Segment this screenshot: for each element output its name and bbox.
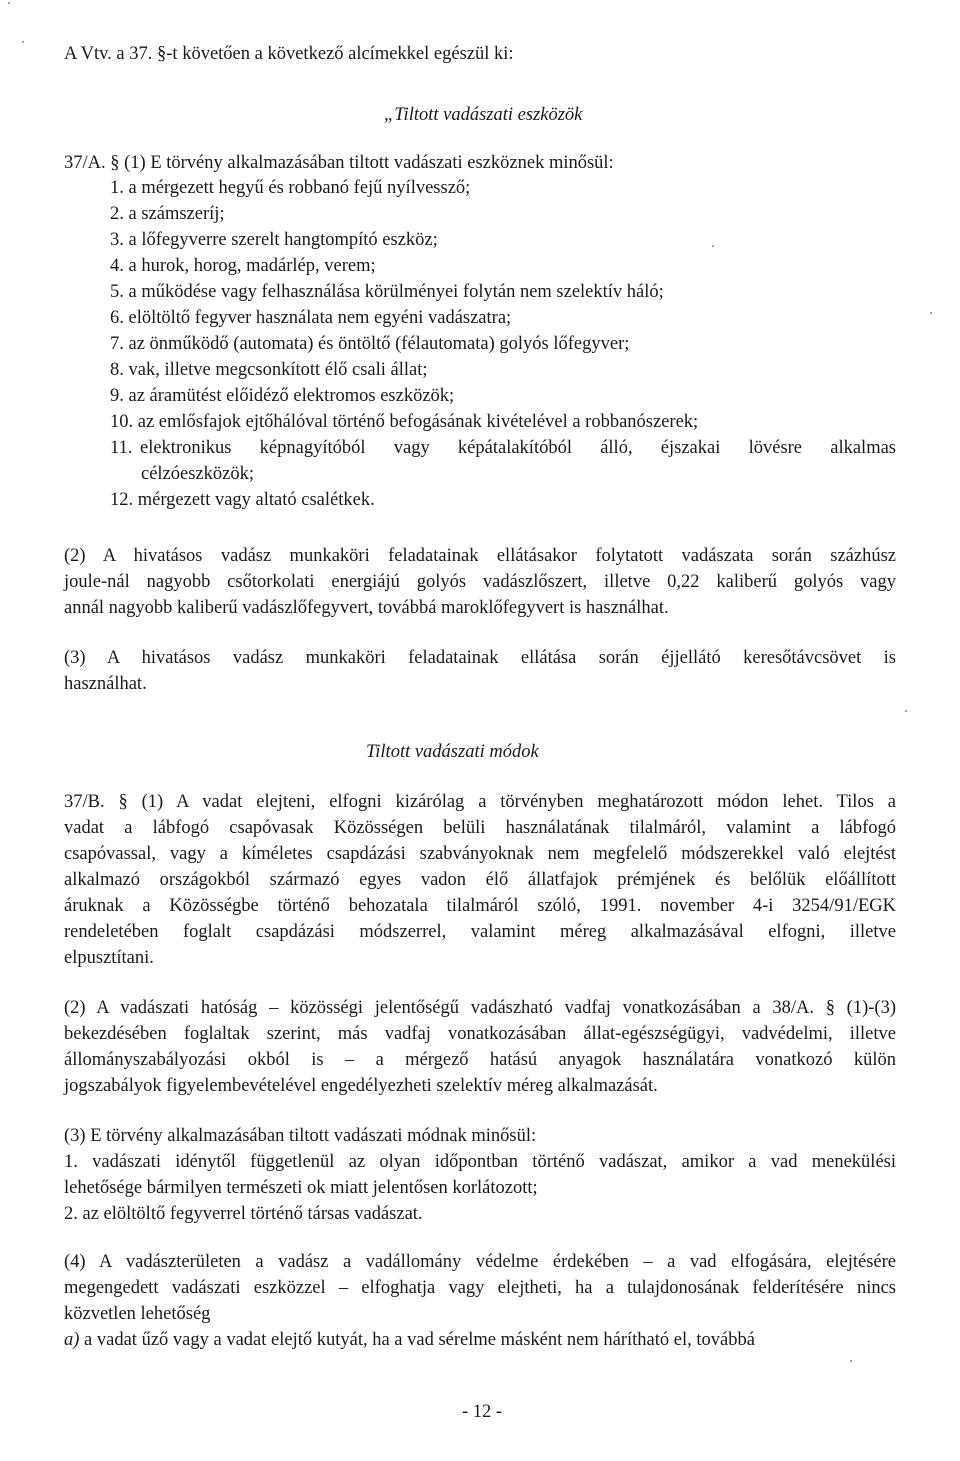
section-37b3-line: lehetősége bármilyen természeti ok miatt jelentősen korlátozott; (64, 1178, 538, 1198)
list-number: 2. (110, 204, 124, 224)
paragraph-2-line: joule-nál nagyobb csőtorkolati energiájú golyós vadászlőszert, illetve 0,22 kaliberű golyós vagy (64, 572, 896, 592)
list-item-continuation: célzóeszközök; (141, 464, 254, 484)
scan-speck (8, 2, 10, 4)
list-number: 4. (110, 256, 124, 276)
list-item (110, 488, 375, 512)
paragraph-2-line: annál nagyobb kaliberű vadászlőfegyvert, továbbá maroklőfegyvert is használhat. (64, 598, 669, 618)
item-a-text: a vadat űző vagy a vadat elejtő kutyát, ha a vad sérelme másként nem hárítható el, továbbá (79, 1330, 755, 1350)
section-37b1-line: vadat a lábfogó csapóvasak Közösségen belüli használatának tilalmáról, valamint a lábfogó (64, 818, 896, 838)
list-item (110, 280, 664, 304)
list-number: 5. (110, 282, 124, 302)
list-text: a mérgezett hegyű és robbanó fejű nyílvessző; (128, 178, 471, 198)
list-text: a lőfegyverre szerelt hangtompító eszköz; (128, 230, 438, 250)
section-37b1-line: alkalmazó országokból származó egyes vadon élő állatfajok prémjének és belőlük előállított (64, 870, 896, 890)
list-number: 7. (110, 334, 124, 354)
section-37b1-line: áruknak a Közösségbe történő behozatala tilalmáról szóló, 1991. november 4-i 3254/91/EGK (64, 896, 896, 916)
list-item (110, 410, 698, 434)
list-text: elöltöltő fegyver használata nem egyéni vadászatra; (128, 308, 512, 328)
list-text: az áramütést előidéző elektromos eszközök; (128, 386, 455, 406)
list-item (110, 436, 896, 460)
list-number: 1. (110, 178, 124, 198)
list-item (110, 254, 376, 278)
section-37a-intro: 37/A. § (1) E törvény alkalmazásában tiltott vadászati eszköznek minősül: (64, 153, 614, 173)
intro-text: A Vtv. a 37. §-t követően a következő alcímekkel egészül ki: (64, 44, 514, 64)
heading-tiltott-eszkozok: „Tiltott vadászati eszközök (384, 105, 583, 125)
paragraph-2-line: (2) A hivatásos vadász munkaköri feladatainak ellátásakor folytatott vadászata során százhúsz (64, 546, 896, 566)
list-text: vak, illetve megcsonkított élő csali állat; (128, 360, 428, 380)
list-item (110, 384, 454, 408)
list-number: 11. (110, 438, 133, 458)
list-item (110, 202, 225, 226)
list-number: 12. (110, 490, 134, 510)
scan-speck (930, 312, 932, 314)
section-37b3-line: 1. vadászati idénytől függetlenül az olyan időpontban történő vadászat, amikor a vad menekülési (64, 1152, 896, 1172)
list-item (110, 176, 470, 200)
list-text: a működése vagy felhasználása körülményei folytán nem szelektív háló; (128, 282, 664, 302)
list-text: mérgezett vagy altató csalétkek. (137, 490, 375, 510)
section-37b3-line: 2. az elöltöltő fegyverrel történő társas vadászat. (64, 1204, 423, 1224)
list-text: az önműködő (automata) és öntöltő (félautomata) golyós lőfegyver; (128, 334, 630, 354)
section-37b3-line: (3) E törvény alkalmazásában tiltott vadászati módnak minősül: (64, 1126, 537, 1146)
section-37b4-line: (4) A vadászterületen a vadász a vadállomány védelme érdekében – a vad elfogására, elejtésére (64, 1252, 896, 1272)
section-37b2-line: (2) A vadászati hatóság – közösségi jelentőségű vadászható vadfaj vonatkozásában a 38/A. § (1)-(3) (64, 998, 896, 1018)
list-number: 6. (110, 308, 124, 328)
scan-speck (712, 245, 714, 247)
list-number: 8. (110, 360, 124, 380)
section-37b1-line: csapóvassal, vagy a kíméletes csapdázási szabványoknak nem megfelelő módszerekkel való elejtést (64, 844, 896, 864)
item-a (64, 1328, 755, 1352)
list-item (110, 228, 438, 252)
scan-speck (850, 1360, 852, 1362)
list-item (110, 358, 428, 382)
section-37b2-line: állományszabályozási okból is – a mérgező hatású anyagok használatára vonatkozó külön (64, 1050, 896, 1070)
list-text: az emlősfajok ejtőhálóval történő befogásának kivételével a robbanószerek; (137, 412, 699, 432)
section-37b4-line: közvetlen lehetőség (64, 1304, 211, 1324)
section-37b1-line: rendeletében foglalt csapdázási módszerrel, valamint méreg alkalmazásával elfogni, illetve (64, 922, 896, 942)
paragraph-3-line: (3) A hivatásos vadász munkaköri feladatainak ellátása során éjjellátó keresőtávcsövet is (64, 648, 896, 668)
list-number: 9. (110, 386, 124, 406)
list-number: 10. (110, 412, 134, 432)
paragraph-3-line: használhat. (64, 674, 147, 694)
list-text: a számszeríj; (128, 204, 225, 224)
section-37b4-line: megengedett vadászati eszközzel – elfoghatja vagy elejtheti, ha a tulajdonosának felderítésére nincs (64, 1278, 896, 1298)
heading-tiltott-modok: Tiltott vadászati módok (366, 742, 539, 762)
scan-speck (905, 710, 907, 712)
item-a-label: a) (64, 1330, 80, 1350)
section-37b1-line: 37/B. § (1) A vadat elejteni, elfogni kizárólag a törvényben meghatározott módon lehet. Tilos a (64, 792, 896, 812)
section-37b2-line: jogszabályok figyelembevételével engedélyezheti szelektív méreg alkalmazását. (64, 1076, 658, 1096)
scan-speck (22, 41, 24, 43)
section-37b2-line: bekezdésében foglaltak szerint, más vadfaj vonatkozásában állat-egészségügyi, vadvédelmi, illetve (64, 1024, 896, 1044)
list-number: 3. (110, 230, 124, 250)
list-item (110, 332, 629, 356)
list-text: elektronikus képnagyítóból vagy képátalakítóból álló, éjszakai lövésre alkalmas (140, 438, 896, 458)
list-text: a hurok, horog, madárlép, verem; (128, 256, 376, 276)
list-item (110, 306, 511, 330)
page-number: - 12 - (462, 1402, 503, 1422)
section-37b1-line: elpusztítani. (64, 948, 154, 968)
